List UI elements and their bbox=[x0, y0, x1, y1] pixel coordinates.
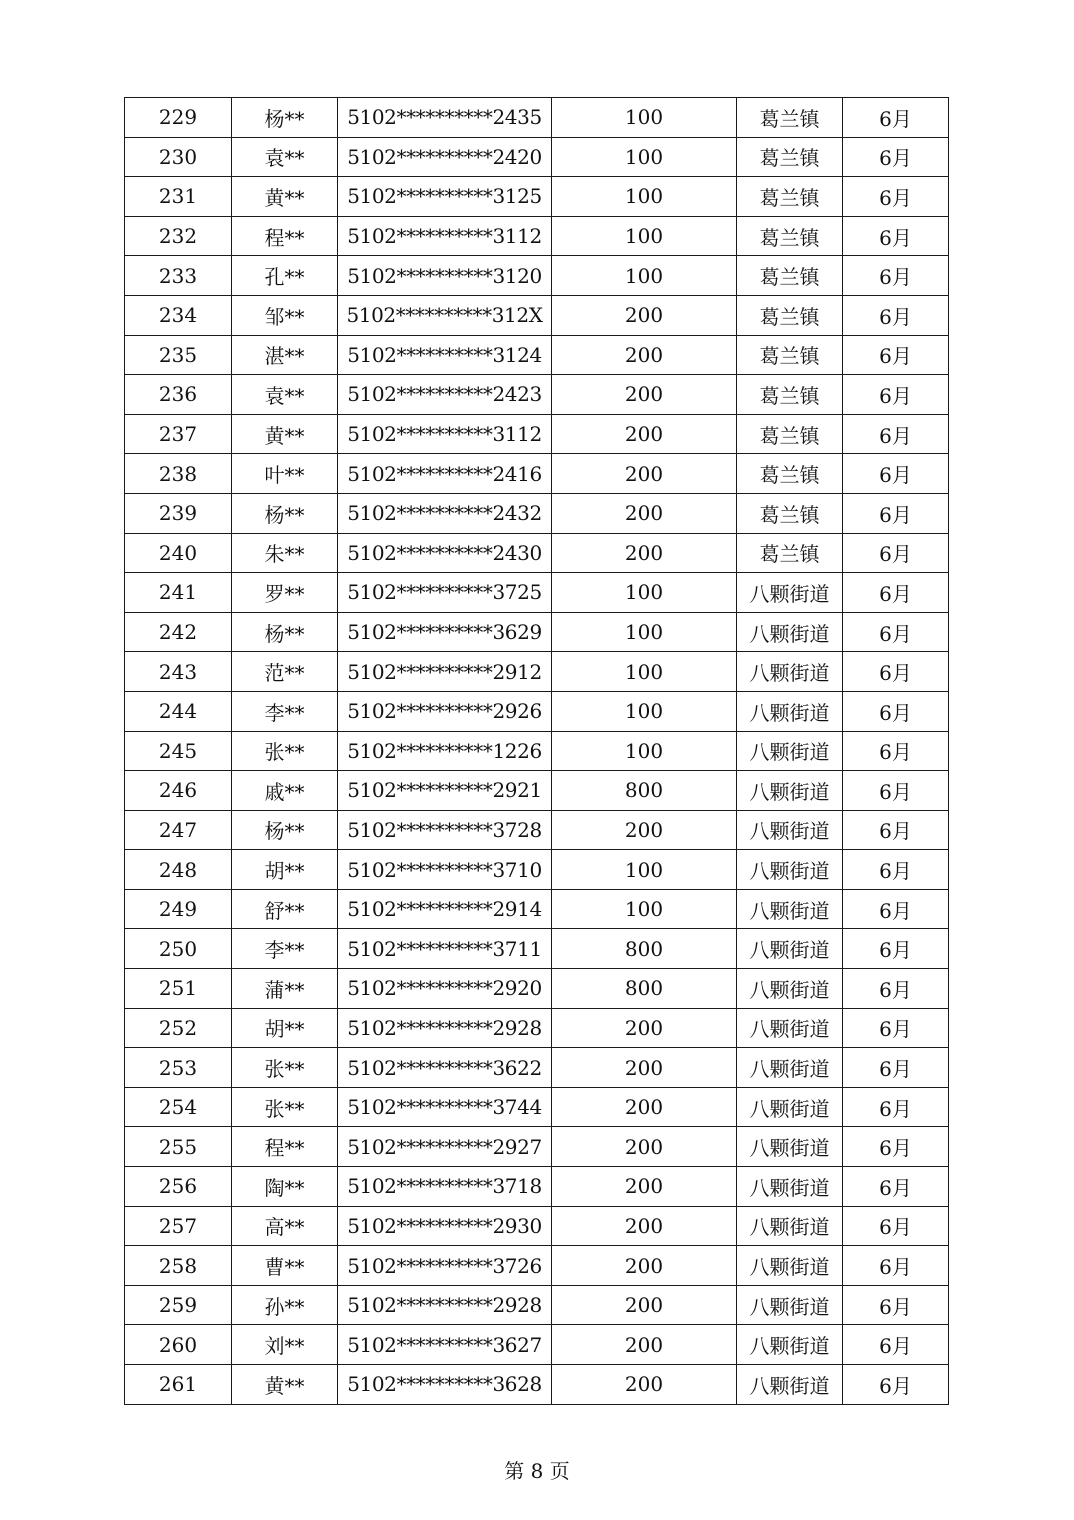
district-cell: 葛兰镇 bbox=[737, 98, 843, 138]
month-cell: 6月 bbox=[843, 1246, 949, 1286]
name-cell: 胡** bbox=[232, 1008, 338, 1048]
month-cell: 6月 bbox=[843, 137, 949, 177]
month-cell: 6月 bbox=[843, 850, 949, 890]
table-row bbox=[125, 177, 949, 217]
id-number-cell: 5102**********2430 bbox=[338, 533, 552, 573]
id-number-cell: 5102**********2416 bbox=[338, 454, 552, 494]
month-cell: 6月 bbox=[843, 1008, 949, 1048]
record-table bbox=[124, 97, 949, 1405]
table-row bbox=[125, 256, 949, 296]
name-cell: 黄** bbox=[232, 414, 338, 454]
id-number-cell: 5102**********3710 bbox=[338, 850, 552, 890]
serial-number-cell: 246 bbox=[125, 771, 232, 811]
district-cell: 八颗街道 bbox=[737, 929, 843, 969]
id-number-cell: 5102**********3120 bbox=[338, 256, 552, 296]
amount-cell: 800 bbox=[552, 771, 737, 811]
serial-number-cell: 255 bbox=[125, 1127, 232, 1167]
table-row bbox=[125, 335, 949, 375]
table-row bbox=[125, 216, 949, 256]
id-number-cell: 5102**********2928 bbox=[338, 1285, 552, 1325]
month-cell: 6月 bbox=[843, 612, 949, 652]
serial-number-cell: 245 bbox=[125, 731, 232, 771]
amount-cell: 200 bbox=[552, 1048, 737, 1088]
name-cell: 胡** bbox=[232, 850, 338, 890]
amount-cell: 200 bbox=[552, 1008, 737, 1048]
serial-number-cell: 232 bbox=[125, 216, 232, 256]
serial-number-cell: 259 bbox=[125, 1285, 232, 1325]
name-cell: 杨** bbox=[232, 612, 338, 652]
table-row bbox=[125, 375, 949, 415]
month-cell: 6月 bbox=[843, 1127, 949, 1167]
district-cell: 葛兰镇 bbox=[737, 375, 843, 415]
name-cell: 杨** bbox=[232, 98, 338, 138]
table-row bbox=[125, 612, 949, 652]
name-cell: 张** bbox=[232, 1087, 338, 1127]
table-row bbox=[125, 1285, 949, 1325]
serial-number-cell: 244 bbox=[125, 691, 232, 731]
serial-number-cell: 254 bbox=[125, 1087, 232, 1127]
id-number-cell: 5102**********3628 bbox=[338, 1365, 552, 1405]
district-cell: 葛兰镇 bbox=[737, 414, 843, 454]
district-cell: 八颗街道 bbox=[737, 612, 843, 652]
amount-cell: 100 bbox=[552, 216, 737, 256]
amount-cell: 100 bbox=[552, 731, 737, 771]
table-row bbox=[125, 1087, 949, 1127]
id-number-cell: 5102**********2420 bbox=[338, 137, 552, 177]
month-cell: 6月 bbox=[843, 731, 949, 771]
serial-number-cell: 243 bbox=[125, 652, 232, 692]
table-row bbox=[125, 810, 949, 850]
id-number-cell: 5102**********3112 bbox=[338, 216, 552, 256]
month-cell: 6月 bbox=[843, 1365, 949, 1405]
name-cell: 孙** bbox=[232, 1285, 338, 1325]
serial-number-cell: 261 bbox=[125, 1365, 232, 1405]
district-cell: 葛兰镇 bbox=[737, 137, 843, 177]
district-cell: 葛兰镇 bbox=[737, 493, 843, 533]
table-row bbox=[125, 414, 949, 454]
id-number-cell: 5102**********3622 bbox=[338, 1048, 552, 1088]
serial-number-cell: 257 bbox=[125, 1206, 232, 1246]
table-row bbox=[125, 1325, 949, 1365]
table-row bbox=[125, 1246, 949, 1286]
district-cell: 八颗街道 bbox=[737, 573, 843, 613]
month-cell: 6月 bbox=[843, 335, 949, 375]
id-number-cell: 5102**********3726 bbox=[338, 1246, 552, 1286]
name-cell: 刘** bbox=[232, 1325, 338, 1365]
id-number-cell: 5102**********3718 bbox=[338, 1167, 552, 1207]
amount-cell: 200 bbox=[552, 493, 737, 533]
id-number-cell: 5102**********3725 bbox=[338, 573, 552, 613]
month-cell: 6月 bbox=[843, 375, 949, 415]
month-cell: 6月 bbox=[843, 1167, 949, 1207]
id-number-cell: 5102**********2926 bbox=[338, 691, 552, 731]
serial-number-cell: 248 bbox=[125, 850, 232, 890]
amount-cell: 100 bbox=[552, 137, 737, 177]
name-cell: 陶** bbox=[232, 1167, 338, 1207]
serial-number-cell: 258 bbox=[125, 1246, 232, 1286]
district-cell: 葛兰镇 bbox=[737, 216, 843, 256]
serial-number-cell: 247 bbox=[125, 810, 232, 850]
amount-cell: 800 bbox=[552, 929, 737, 969]
name-cell: 程** bbox=[232, 1127, 338, 1167]
district-cell: 八颗街道 bbox=[737, 1087, 843, 1127]
table-row bbox=[125, 295, 949, 335]
table-row bbox=[125, 454, 949, 494]
name-cell: 袁** bbox=[232, 137, 338, 177]
name-cell: 罗** bbox=[232, 573, 338, 613]
district-cell: 葛兰镇 bbox=[737, 295, 843, 335]
serial-number-cell: 230 bbox=[125, 137, 232, 177]
district-cell: 八颗街道 bbox=[737, 889, 843, 929]
name-cell: 湛** bbox=[232, 335, 338, 375]
table-row bbox=[125, 137, 949, 177]
id-number-cell: 5102**********2912 bbox=[338, 652, 552, 692]
month-cell: 6月 bbox=[843, 771, 949, 811]
month-cell: 6月 bbox=[843, 493, 949, 533]
district-cell: 葛兰镇 bbox=[737, 335, 843, 375]
district-cell: 八颗街道 bbox=[737, 1127, 843, 1167]
table-row bbox=[125, 98, 949, 138]
id-number-cell: 5102**********3728 bbox=[338, 810, 552, 850]
district-cell: 八颗街道 bbox=[737, 850, 843, 890]
serial-number-cell: 231 bbox=[125, 177, 232, 217]
amount-cell: 200 bbox=[552, 375, 737, 415]
month-cell: 6月 bbox=[843, 533, 949, 573]
table-row bbox=[125, 1008, 949, 1048]
month-cell: 6月 bbox=[843, 1206, 949, 1246]
district-cell: 葛兰镇 bbox=[737, 256, 843, 296]
name-cell: 杨** bbox=[232, 810, 338, 850]
name-cell: 张** bbox=[232, 731, 338, 771]
name-cell: 李** bbox=[232, 929, 338, 969]
amount-cell: 100 bbox=[552, 850, 737, 890]
amount-cell: 100 bbox=[552, 691, 737, 731]
amount-cell: 200 bbox=[552, 454, 737, 494]
name-cell: 程** bbox=[232, 216, 338, 256]
id-number-cell: 5102**********2930 bbox=[338, 1206, 552, 1246]
month-cell: 6月 bbox=[843, 177, 949, 217]
amount-cell: 200 bbox=[552, 414, 737, 454]
district-cell: 八颗街道 bbox=[737, 652, 843, 692]
month-cell: 6月 bbox=[843, 969, 949, 1009]
id-number-cell: 5102**********2928 bbox=[338, 1008, 552, 1048]
serial-number-cell: 252 bbox=[125, 1008, 232, 1048]
name-cell: 黄** bbox=[232, 177, 338, 217]
name-cell: 高** bbox=[232, 1206, 338, 1246]
serial-number-cell: 229 bbox=[125, 98, 232, 138]
amount-cell: 200 bbox=[552, 533, 737, 573]
amount-cell: 800 bbox=[552, 969, 737, 1009]
id-number-cell: 5102**********2921 bbox=[338, 771, 552, 811]
amount-cell: 200 bbox=[552, 1365, 737, 1405]
amount-cell: 200 bbox=[552, 295, 737, 335]
serial-number-cell: 238 bbox=[125, 454, 232, 494]
district-cell: 八颗街道 bbox=[737, 810, 843, 850]
month-cell: 6月 bbox=[843, 216, 949, 256]
amount-cell: 200 bbox=[552, 1246, 737, 1286]
serial-number-cell: 236 bbox=[125, 375, 232, 415]
district-cell: 八颗街道 bbox=[737, 1048, 843, 1088]
serial-number-cell: 241 bbox=[125, 573, 232, 613]
serial-number-cell: 234 bbox=[125, 295, 232, 335]
district-cell: 八颗街道 bbox=[737, 1285, 843, 1325]
serial-number-cell: 250 bbox=[125, 929, 232, 969]
table-row bbox=[125, 731, 949, 771]
amount-cell: 200 bbox=[552, 1206, 737, 1246]
id-number-cell: 5102**********3744 bbox=[338, 1087, 552, 1127]
name-cell: 邹** bbox=[232, 295, 338, 335]
district-cell: 八颗街道 bbox=[737, 691, 843, 731]
name-cell: 范** bbox=[232, 652, 338, 692]
month-cell: 6月 bbox=[843, 1325, 949, 1365]
district-cell: 八颗街道 bbox=[737, 1206, 843, 1246]
page-number: 第 8 页 bbox=[504, 1459, 570, 1483]
month-cell: 6月 bbox=[843, 295, 949, 335]
amount-cell: 200 bbox=[552, 1285, 737, 1325]
district-cell: 葛兰镇 bbox=[737, 454, 843, 494]
month-cell: 6月 bbox=[843, 1285, 949, 1325]
district-cell: 八颗街道 bbox=[737, 731, 843, 771]
id-number-cell: 5102**********2432 bbox=[338, 493, 552, 533]
table-row bbox=[125, 889, 949, 929]
serial-number-cell: 251 bbox=[125, 969, 232, 1009]
table-row bbox=[125, 1206, 949, 1246]
serial-number-cell: 242 bbox=[125, 612, 232, 652]
serial-number-cell: 253 bbox=[125, 1048, 232, 1088]
name-cell: 曹** bbox=[232, 1246, 338, 1286]
month-cell: 6月 bbox=[843, 454, 949, 494]
amount-cell: 200 bbox=[552, 1087, 737, 1127]
district-cell: 八颗街道 bbox=[737, 1325, 843, 1365]
name-cell: 李** bbox=[232, 691, 338, 731]
district-cell: 葛兰镇 bbox=[737, 177, 843, 217]
id-number-cell: 5102**********3124 bbox=[338, 335, 552, 375]
district-cell: 八颗街道 bbox=[737, 1167, 843, 1207]
table-row bbox=[125, 1127, 949, 1167]
name-cell: 朱** bbox=[232, 533, 338, 573]
serial-number-cell: 239 bbox=[125, 493, 232, 533]
id-number-cell: 5102**********3125 bbox=[338, 177, 552, 217]
district-cell: 八颗街道 bbox=[737, 1008, 843, 1048]
amount-cell: 200 bbox=[552, 1127, 737, 1167]
amount-cell: 100 bbox=[552, 256, 737, 296]
serial-number-cell: 260 bbox=[125, 1325, 232, 1365]
name-cell: 杨** bbox=[232, 493, 338, 533]
id-number-cell: 5102**********3711 bbox=[338, 929, 552, 969]
district-cell: 八颗街道 bbox=[737, 1365, 843, 1405]
name-cell: 袁** bbox=[232, 375, 338, 415]
table-body bbox=[125, 98, 949, 1405]
amount-cell: 100 bbox=[552, 889, 737, 929]
table-row bbox=[125, 771, 949, 811]
amount-cell: 100 bbox=[552, 177, 737, 217]
serial-number-cell: 240 bbox=[125, 533, 232, 573]
district-cell: 葛兰镇 bbox=[737, 533, 843, 573]
month-cell: 6月 bbox=[843, 810, 949, 850]
name-cell: 孔** bbox=[232, 256, 338, 296]
id-number-cell: 5102**********3629 bbox=[338, 612, 552, 652]
id-number-cell: 5102**********2920 bbox=[338, 969, 552, 1009]
month-cell: 6月 bbox=[843, 652, 949, 692]
district-cell: 八颗街道 bbox=[737, 969, 843, 1009]
month-cell: 6月 bbox=[843, 573, 949, 613]
table-row bbox=[125, 969, 949, 1009]
month-cell: 6月 bbox=[843, 1048, 949, 1088]
table-row bbox=[125, 1167, 949, 1207]
table-row bbox=[125, 573, 949, 613]
id-number-cell: 5102**********3627 bbox=[338, 1325, 552, 1365]
name-cell: 黄** bbox=[232, 1365, 338, 1405]
district-cell: 八颗街道 bbox=[737, 771, 843, 811]
id-number-cell: 5102**********3112 bbox=[338, 414, 552, 454]
month-cell: 6月 bbox=[843, 889, 949, 929]
id-number-cell: 5102**********1226 bbox=[338, 731, 552, 771]
amount-cell: 200 bbox=[552, 810, 737, 850]
name-cell: 叶** bbox=[232, 454, 338, 494]
serial-number-cell: 249 bbox=[125, 889, 232, 929]
amount-cell: 100 bbox=[552, 612, 737, 652]
table-row bbox=[125, 533, 949, 573]
month-cell: 6月 bbox=[843, 929, 949, 969]
month-cell: 6月 bbox=[843, 256, 949, 296]
amount-cell: 100 bbox=[552, 98, 737, 138]
serial-number-cell: 235 bbox=[125, 335, 232, 375]
month-cell: 6月 bbox=[843, 414, 949, 454]
table-row bbox=[125, 493, 949, 533]
id-number-cell: 5102**********312X bbox=[338, 295, 552, 335]
month-cell: 6月 bbox=[843, 1087, 949, 1127]
serial-number-cell: 256 bbox=[125, 1167, 232, 1207]
name-cell: 蒲** bbox=[232, 969, 338, 1009]
table-row bbox=[125, 691, 949, 731]
name-cell: 张** bbox=[232, 1048, 338, 1088]
table-row bbox=[125, 850, 949, 890]
id-number-cell: 5102**********2914 bbox=[338, 889, 552, 929]
table-row bbox=[125, 929, 949, 969]
month-cell: 6月 bbox=[843, 691, 949, 731]
name-cell: 舒** bbox=[232, 889, 338, 929]
table-row bbox=[125, 1365, 949, 1405]
amount-cell: 200 bbox=[552, 1325, 737, 1365]
month-cell: 6月 bbox=[843, 98, 949, 138]
serial-number-cell: 233 bbox=[125, 256, 232, 296]
table-row bbox=[125, 652, 949, 692]
id-number-cell: 5102**********2423 bbox=[338, 375, 552, 415]
amount-cell: 100 bbox=[552, 652, 737, 692]
id-number-cell: 5102**********2435 bbox=[338, 98, 552, 138]
name-cell: 戚** bbox=[232, 771, 338, 811]
amount-cell: 100 bbox=[552, 573, 737, 613]
amount-cell: 200 bbox=[552, 1167, 737, 1207]
serial-number-cell: 237 bbox=[125, 414, 232, 454]
district-cell: 八颗街道 bbox=[737, 1246, 843, 1286]
amount-cell: 200 bbox=[552, 335, 737, 375]
table-row bbox=[125, 1048, 949, 1088]
id-number-cell: 5102**********2927 bbox=[338, 1127, 552, 1167]
